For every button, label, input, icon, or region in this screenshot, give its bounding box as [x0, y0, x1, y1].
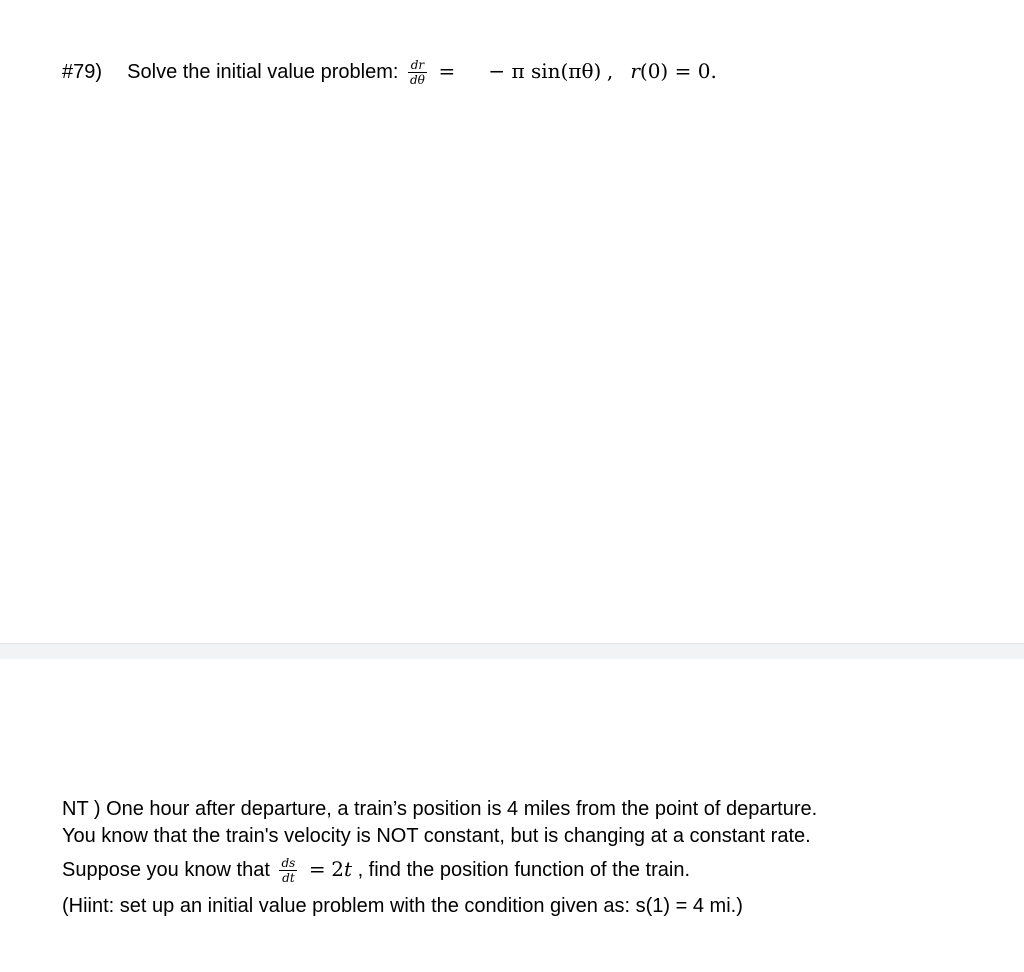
velocity-fraction: [279, 857, 297, 884]
problem-text: Solve the initial value problem:: [127, 61, 399, 83]
initial-condition-value: = 0.: [668, 59, 717, 83]
fraction-numerator: ds: [281, 856, 296, 871]
fraction-numerator: dr: [408, 59, 427, 73]
initial-condition-argument: (0): [639, 59, 669, 83]
nt-line-3-prefix: Suppose you know that: [62, 859, 270, 881]
fraction-denominator: dt: [282, 871, 295, 886]
nt-line-3: [62, 857, 690, 884]
separator-comma: ,: [606, 59, 614, 83]
initial-condition-function: r: [630, 59, 640, 83]
right-hand-side: − π sin(πθ): [488, 59, 602, 83]
nt-line-1: NT ) One hour after departure, a train’s position is 4 miles from the point of departure.: [62, 798, 818, 820]
nt-line-3-suffix: , find the position function of the train.: [357, 859, 690, 881]
nt-line-2: You know that the train's velocity is NOT constant, but is changing at a constant rate.: [62, 825, 811, 847]
rhs-variable: t: [343, 857, 352, 881]
equals-sign: =: [308, 857, 326, 881]
nt-hint-line: (Hiint: set up an initial value problem with the condition given as: s(1) = 4 mi.): [62, 895, 743, 917]
fraction-denominator: dθ: [409, 73, 425, 88]
derivative-fraction: [408, 59, 427, 86]
problem-79-statement: [62, 59, 717, 86]
rhs-coefficient: 2: [331, 857, 344, 881]
problem-number: #79): [62, 61, 103, 83]
page-separator: [0, 643, 1024, 659]
equals-sign: =: [438, 59, 456, 83]
